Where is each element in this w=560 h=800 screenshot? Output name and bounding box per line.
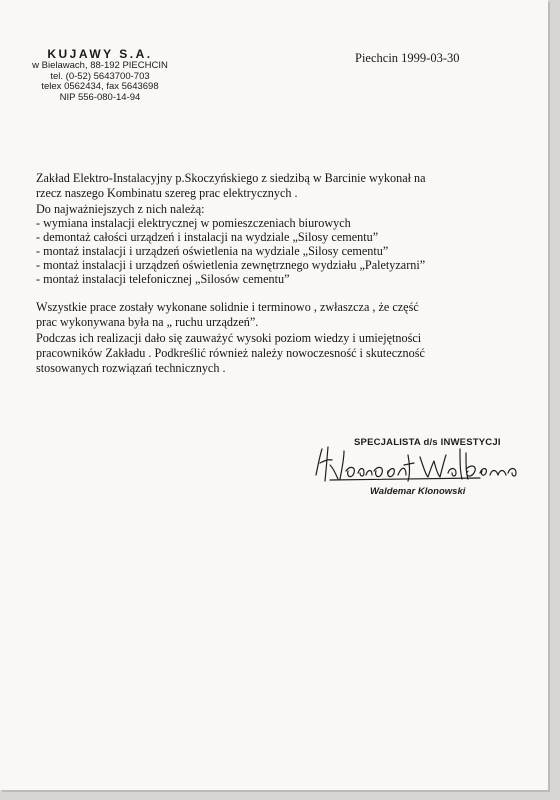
paragraph-line: Podczas ich realizacji dało się zauważyć wysoki poziom wiedzy i umiejętności — [36, 330, 422, 345]
work-item: - demontaż całości urządzeń i instalacji na wydziale „Silosy cementu” — [36, 229, 379, 244]
company-phone: tel. (0-52) 5643700-703 — [50, 70, 150, 82]
work-item: - montaż instalacji i urządzeń oświetlenia zewnętrznego wydziału „Paletyzarni” — [36, 257, 426, 272]
work-item: - wymiana instalacji elektrycznej w pomieszczeniach biurowych — [36, 215, 351, 230]
paragraph-line: stosowanych rozwiązań technicznych . — [36, 361, 226, 376]
company-name: KUJAWY S.A. — [47, 47, 153, 61]
paragraph-line: pracowników Zakładu . Podkreślić również należy nowoczesność i skuteczność — [36, 346, 425, 361]
work-item: - montaż instalacji telefonicznej „Silosów cementu” — [36, 271, 290, 286]
letter-date: Piechcin 1999-03-30 — [355, 51, 460, 65]
paragraph-line: Wszystkie prace zostały wykonane solidnie i terminowo , zwłaszcza , że część — [36, 299, 419, 314]
letterhead — [30, 48, 170, 103]
list-intro: Do najważniejszych z nich należą: — [36, 201, 205, 216]
company-telex-fax: telex 0562434, fax 5643698 — [41, 81, 159, 93]
company-nip: NIP 556-080-14-94 — [59, 91, 141, 103]
company-address: w Bielawach, 88-192 PIECHCIN — [32, 60, 168, 71]
letter-body — [36, 171, 506, 377]
signature-title: SPECJALISTA d/s INWESTYCJI — [354, 437, 501, 448]
intro-line: Zakład Elektro-Instalacyjny p.Skoczyńskiego z siedzibą w Barcinie wykonał na — [36, 171, 426, 185]
intro-line: rzecz naszego Kombinatu szereg prac elektrycznych . — [36, 186, 298, 201]
work-item: - montaż instalacji i urządzeń oświetlenia na wydziale „Silosy cementu” — [36, 243, 389, 258]
paragraph-line: prac wykonywana była na „ ruchu urządzeń”. — [36, 315, 259, 330]
signature-block — [310, 435, 530, 505]
signatory-name: Waldemar Klonowski — [370, 486, 466, 497]
